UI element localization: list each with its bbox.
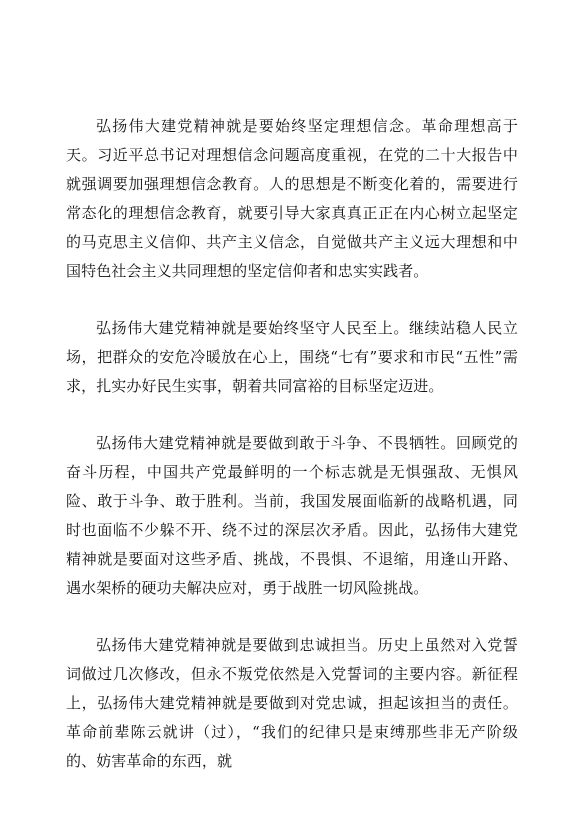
paragraph-loyalty: 弘扬伟大建党精神就是要做到忠诚担当。历史上虽然对入党誓词做过几次修改，但永不叛党依然是入党誓词的主要内容。新征程上，弘扬伟大建党精神就是要做到对党忠诚，担起该担当的责任。革命前辈陈云就讲（过），“我们的纪律只是束缚那些非无产阶级的、妨害革命的东西，就 — [66, 636, 518, 770]
document-body — [66, 112, 518, 804]
paragraph-struggle: 弘扬伟大建党精神就是要做到敢于斗争、不畏牺牲。回顾党的奋斗历程，中国共产党最鲜明的一个标志就是无惧强敌、无惧风险、敢于斗争、敢于胜利。当前，我国发展面临新的战略机遇，同时也面临不少躲不开、绕不过的深层次矛盾。因此，弘扬伟大建党精神就是要面对这些矛盾、挑战，不畏惧、不退缩，用逢山开路、遇水架桥的硬功夫解决应对，勇于战胜一切风险挑战。 — [66, 434, 518, 597]
paragraph-ideals: 弘扬伟大建党精神就是要始终坚定理想信念。革命理想高于天。习近平总书记对理想信念问题高度重视，在党的二十大报告中就强调要加强理想信念教育。人的思想是不断变化着的，需要进行常态化的理想信念教育，就要引导大家真真正正在内心树立起坚定的马克思主义信仰、共产主义信念，自觉做共产主义远大理想和中国特色社会主义共同理想的坚定信仰者和忠实实践者。 — [66, 117, 518, 280]
paragraph-people-first: 弘扬伟大建党精神就是要始终坚守人民至上。继续站稳人民立场，把群众的安危冷暖放在心上，围绕“七有”要求和市民“五性”需求，扎实办好民生实事，朝着共同富裕的目标坚定迈进。 — [66, 319, 518, 395]
